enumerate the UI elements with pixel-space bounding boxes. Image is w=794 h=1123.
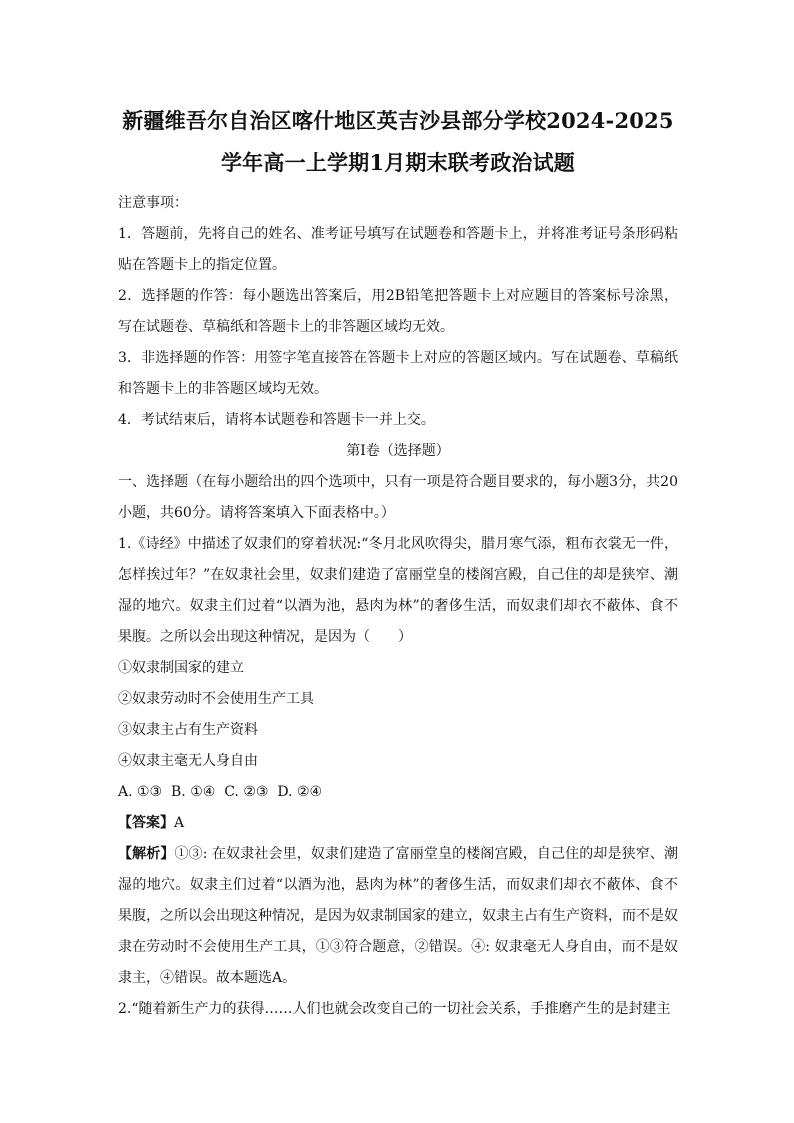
analysis-label: 【解析】: [118, 846, 175, 862]
notice-item-2: 2．选择题的作答：每小题选出答案后，用2B铅笔把答题卡上对应题目的答案标号涂黑，写在试题卷、草稿纸和答题卡上的非答题区域均无效。: [118, 288, 678, 335]
question-1-choices: A. ①③ B. ①④ C. ②③ D. ②④: [118, 784, 323, 800]
question-1-analysis: [118, 839, 678, 994]
document-title-line-1: 新疆维吾尔自治区喀什地区英吉沙县部分学校2024-2025: [122, 108, 674, 133]
question-1-option-1: ①奴隶制国家的建立: [118, 660, 244, 676]
question-2-stem: 2.“随着新生产力的获得……人们也就会改变自己的一切社会关系，手推磨产生的是封建主: [118, 1001, 671, 1017]
question-1-stem: 1.《诗经》中描述了奴隶们的穿着状况:“冬月北风吹得尖，腊月寒气添，粗布衣裳无一件，怎样挨过年？”在奴隶社会里，奴隶们建造了富丽堂皇的楼阁宫殿，自己住的却是狭窄、潮湿的地穴。奴隶主们过着“以酒为池，悬肉为林”的奢侈生活，而奴隶们却衣不蔽体、食不果腹。之所以会出现这种情况，是因为（ ）: [118, 536, 678, 645]
document-title-line-2: 学年高一上学期1月期末联考政治试题: [220, 150, 575, 175]
part-instruction: 一、选择题（在每小题给出的四个选项中，只有一项是符合题目要求的，每小题3分，共20小题，共60分。请将答案填入下面表格中。）: [118, 474, 678, 521]
section-title: 第Ⅰ卷（选择题）: [346, 443, 450, 459]
answer-label: 【答案】: [118, 815, 174, 831]
document-content: [118, 100, 678, 1025]
analysis-text: ①③: 在奴隶社会里，奴隶们建造了富丽堂皇的楼阁宫殿，自己住的却是狭窄、潮湿的地穴。奴隶主们过着“以酒为池，悬肉为林”的奢侈生活，而奴隶们却衣不蔽体、食不果腹，之所以会出现这种情况，是因为奴隶制国家的建立，奴隶主占有生产资料，而不是奴隶在劳动时不会使用生产工具，①③符合题意，②错误。④: 奴隶毫无人身自由，而不是奴隶主，④错误。故本题选A。: [118, 846, 678, 986]
notice-heading: 注意事项：: [118, 195, 188, 211]
question-1-option-4: ④奴隶主毫无人身自由: [118, 753, 258, 769]
notice-item-4: 4．考试结束后，请将本试题卷和答题卡一并上交。: [118, 412, 435, 428]
answer-value: A: [174, 815, 185, 831]
question-1-option-3: ③奴隶主占有生产资料: [118, 722, 258, 738]
notice-item-3: 3．非选择题的作答：用签字笔直接答在答题卡上对应的答题区域内。写在试题卷、草稿纸和答题卡上的非答题区域均无效。: [118, 350, 678, 397]
question-1-option-2: ②奴隶劳动时不会使用生产工具: [118, 691, 314, 707]
question-1-answer: [118, 808, 678, 839]
notice-item-1: 1．答题前，先将自己的姓名、准考证号填写在试题卷和答题卡上，并将准考证号条形码粘贴在答题卡上的指定位置。: [118, 226, 678, 273]
